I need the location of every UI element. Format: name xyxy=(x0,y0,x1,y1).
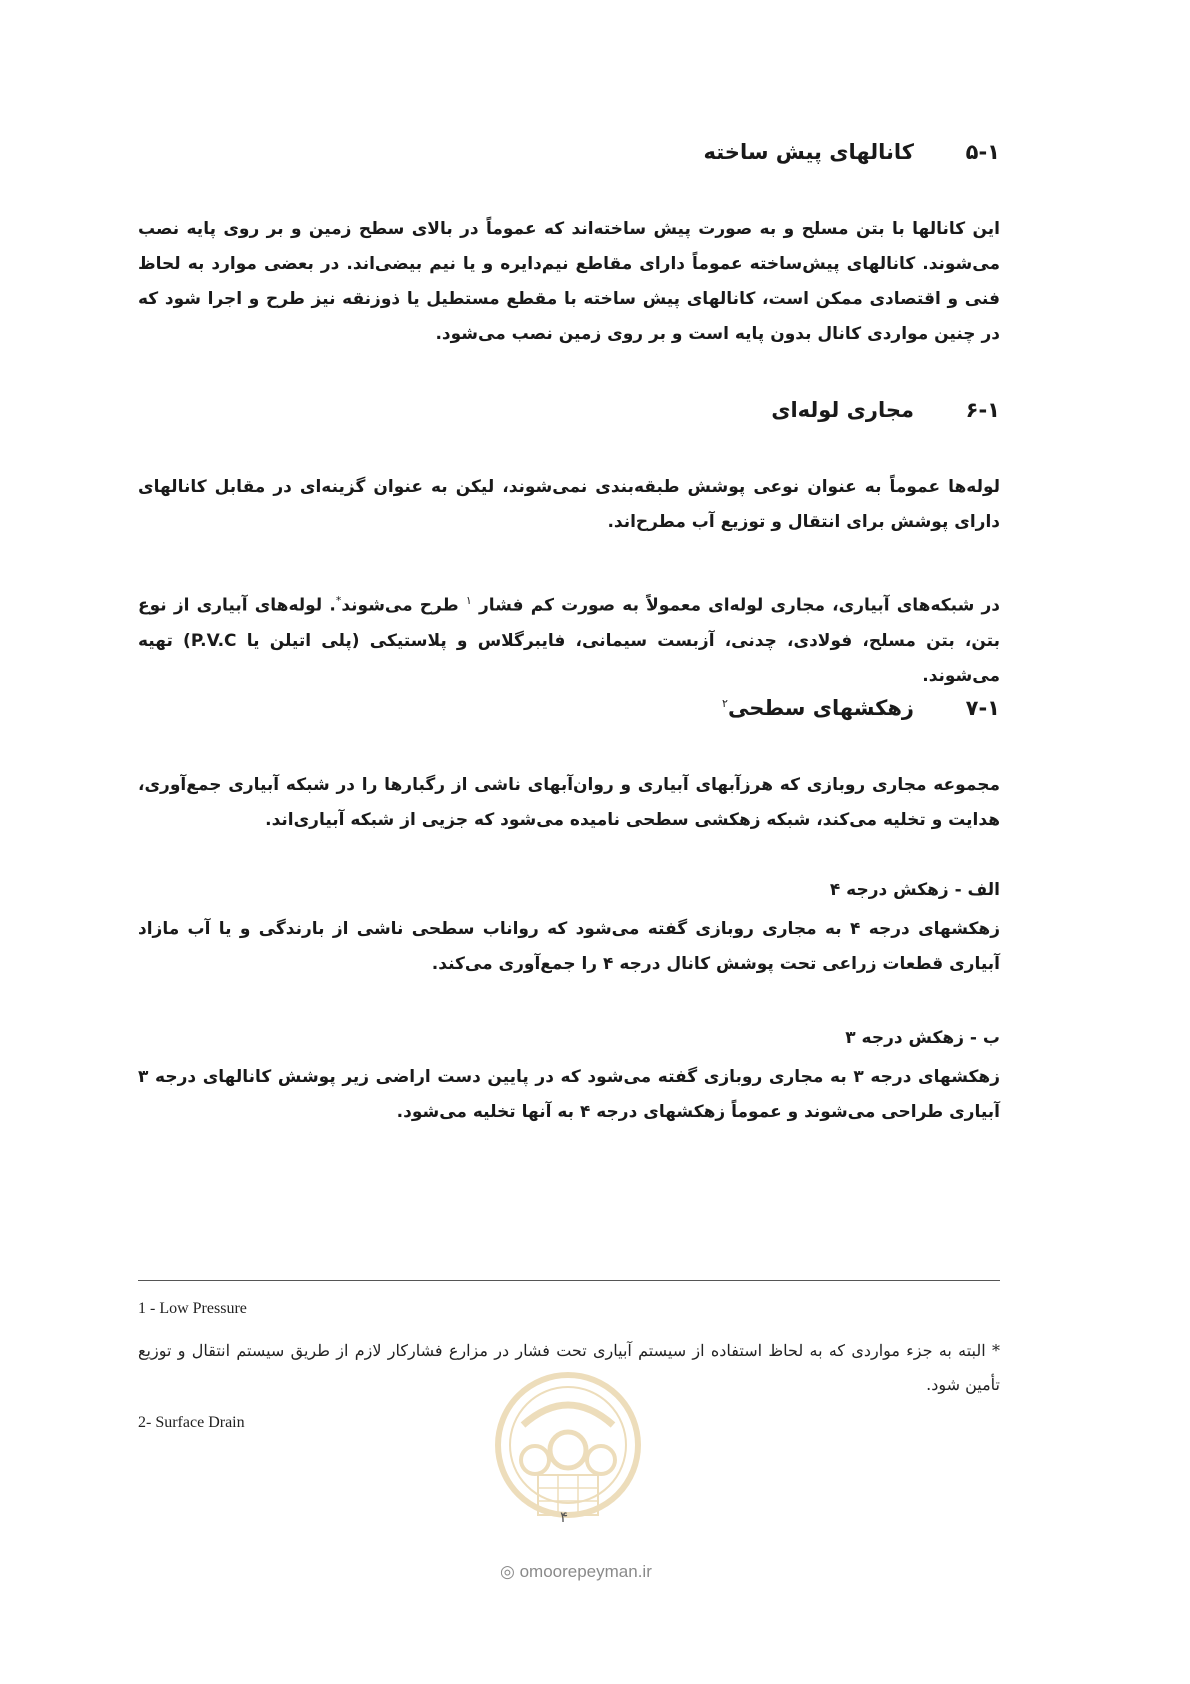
section-paragraph: این کانالها با بتن مسلح و به صورت پیش ساخته‌اند که عموماً در بالای سطح زمین و بر روی پایه نصب می‌شوند. کانالهای پیش‌ساخته عموماً دارای مقاطع نیم‌دایره و یا نیم بیضی‌اند. در بعضی موارد به لحاظ فنی و اقتصادی ممکن است، کانالهای پیش ساخته با مقطع مستطیل یا ذوزنقه نیز طرح و اجرا شود که در چنین مواردی کانال بدون پایه است و بر روی زمین نصب می‌شود. xyxy=(138,219,1000,344)
subsection-paragraph-a: زهکشهای درجه ۴ به مجاری روبازی گفته می‌شود که رواناب سطحی ناشی از بارندگی و یا آب مازاد آبیاری قطعات زراعی تحت پوشش کانال درجه ۴ را جمع‌آوری می‌کند. xyxy=(138,919,1001,974)
watermark-url xyxy=(500,1562,652,1582)
footnote-ref-star: * xyxy=(335,594,342,607)
page-number: ۴ xyxy=(560,1508,569,1526)
section-number: ۵-۱ xyxy=(965,140,1000,164)
section-heading-6-1 xyxy=(138,398,1000,422)
section-heading-5-1 xyxy=(138,140,1000,164)
section-title: مجاری لوله‌ای xyxy=(771,398,914,422)
paragraph-text: . لوله‌های آبیاری از نوع بتن، بتن مسلح، فولادی، چدنی، آزبست سیمانی، فایبرگلاس و پلاستیکی (پلی اتیلن یا P.V.C) تهیه می‌شوند. xyxy=(138,595,1001,686)
subsection-heading-a: الف - زهکش درجه ۴ xyxy=(829,880,1000,900)
subsection-paragraph-b: زهکشهای درجه ۳ به مجاری روبازی گفته می‌شود که در پایین دست اراضی زیر پوشش کانالهای درجه ۳ آبیاری طراحی می‌شوند و عموماً زهکشهای درجه ۴ به آنها تخلیه می‌شود. xyxy=(138,1067,1000,1122)
footnote-ref-2: ۲ xyxy=(722,697,728,710)
section-heading-7-1 xyxy=(138,696,1000,720)
paragraph-text: در شبکه‌های آبیاری، مجاری لوله‌ای معمولاً به صورت کم فشار xyxy=(478,595,1001,616)
section-paragraph: لوله‌ها عموماً به عنوان نوعی پوشش طبقه‌بندی نمی‌شوند، لیکن به عنوان گزینه‌ای در مقابل کانالهای دارای پوشش برای انتقال و توزیع آب مطرح‌اند. xyxy=(138,477,1000,532)
watermark-url-text: omoorepeyman.ir xyxy=(519,1562,652,1581)
section-number: ۷-۱ xyxy=(965,696,1000,720)
section-title: کانالهای پیش ساخته xyxy=(703,140,914,164)
section-title: زهکشهای سطحی xyxy=(727,696,914,720)
footnote-ref-1: ۱ xyxy=(465,594,472,607)
section-paragraph-2 xyxy=(138,583,1000,694)
section-paragraph: مجموعه مجاری روبازی که هرزآبهای آبیاری و روان‌آبهای ناشی از رگبارها را در شبکه آبیاری جمع‌آوری، هدایت و تخلیه می‌کند، شبکه زهکشی سطحی نامیده می‌شود که جزیی از شبکه آبیاری‌اند. xyxy=(138,775,1000,830)
footnote-1: 1 - Low Pressure xyxy=(138,1300,247,1317)
paragraph-text: طرح می‌شوند xyxy=(341,595,459,616)
footnote-2: 2- Surface Drain xyxy=(138,1414,245,1431)
subsection-heading-b: ب - زهکش درجه ۳ xyxy=(845,1028,1000,1048)
footnote-divider xyxy=(138,1280,1000,1281)
section-number: ۶-۱ xyxy=(965,398,1000,422)
globe-icon: ◎ xyxy=(500,1562,515,1581)
footnote-star: * البته به جزء مواردی که به لحاظ استفاده از سیستم آبیاری تحت فشار در مزارع فشارکار لازم از طریق سیستم انتقال و توزیع تأمین شود. xyxy=(138,1341,1000,1394)
